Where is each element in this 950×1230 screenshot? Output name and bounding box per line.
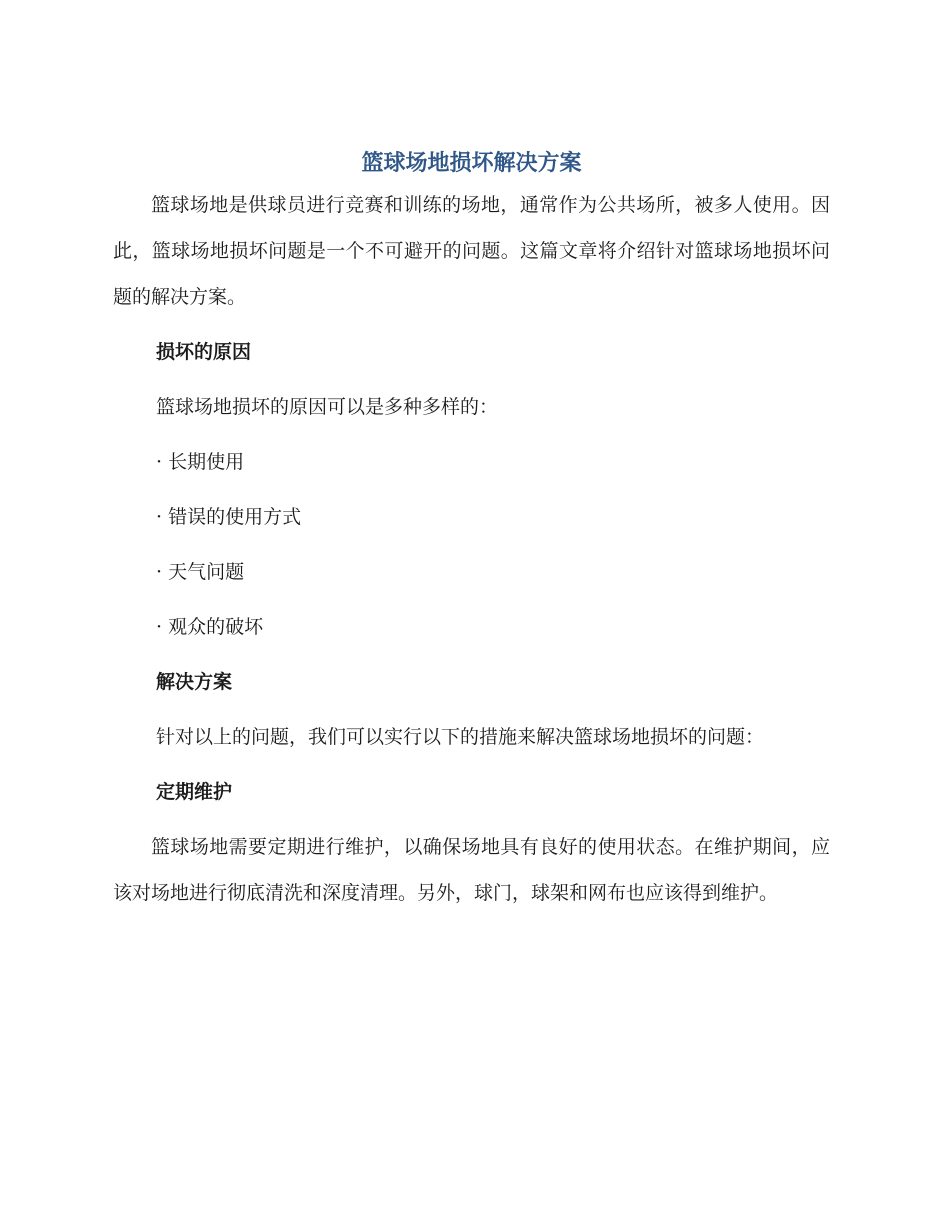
section-heading-solutions: 解决方案: [156, 671, 233, 693]
list-item: · 天气问题: [156, 561, 245, 583]
document-title: 篮球场地损坏解决方案: [361, 151, 582, 176]
list-item: · 观众的破坏: [156, 616, 264, 638]
intro-paragraph: 篮球场地是供球员进行竞赛和训练的场地，通常作为公共场所，被多人使用。因此，篮球场地损坏问题是一个不可避开的问题。这篇文章将介绍针对篮球场地损坏问题的解决方案。: [113, 194, 830, 308]
section-heading-causes: 损坏的原因: [156, 341, 252, 363]
solutions-lead-text: 针对以上的问题，我们可以实行以下的措施来解决篮球场地损坏的问题：: [156, 726, 765, 748]
list-item: · 长期使用: [156, 451, 245, 473]
causes-lead-text: 篮球场地损坏的原因可以是多种多样的：: [156, 396, 499, 418]
list-item: · 错误的使用方式: [156, 506, 302, 528]
section-heading-maintenance: 定期维护: [156, 781, 233, 803]
maintenance-paragraph: 篮球场地需要定期进行维护，以确保场地具有良好的使用状态。在维护期间，应该对场地进行彻底清洗和深度清理。另外，球门，球架和网布也应该得到维护。: [113, 836, 830, 904]
document-page: [113, 146, 830, 916]
